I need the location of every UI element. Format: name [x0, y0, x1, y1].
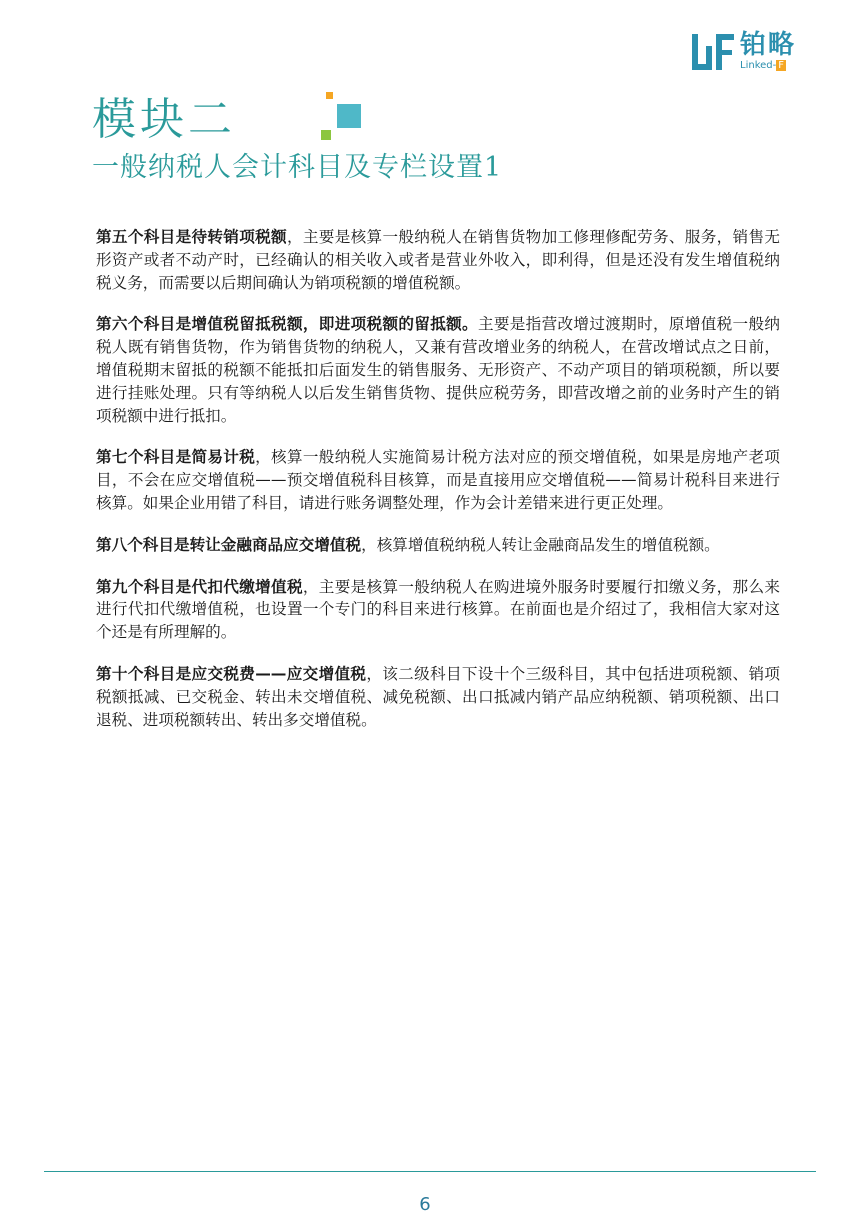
paragraph-subject-9: 第九个科目是代扣代缴增值税，主要是核算一般纳税人在购进境外服务时要履行扣缴义务，那么来进行代扣代缴增值税，也设置一个专门的科目来进行核算。在前面也是介绍过了，我相信大家对这个还是有所理解的。	[96, 577, 780, 642]
paragraph-subject-5: 第五个科目是待转销项税额，主要是核算一般纳税人在销售货物加工修理修配劳务、服务，销售无形资产或者不动产时，已经确认的相关收入或者是营业外收入，即利得，但是还没有发生增值税纳税义务，而需要以后期间确认为销项税额的增值税额。	[96, 228, 780, 292]
footer-divider	[44, 1171, 816, 1172]
logo-english-name: Linked- F	[740, 60, 784, 71]
decor-square-orange	[326, 92, 333, 99]
page-number: 6	[419, 1194, 431, 1215]
decor-square-green	[321, 130, 331, 140]
section-subtitle: 一般纳税人会计科目及专栏设置1	[92, 152, 503, 183]
module-title: 模块二	[92, 94, 236, 145]
paragraph-subject-10: 第十个科目是应交税费——应交增值税，该二级科目下设十个三级科目，其中包括进项税额、销项税额抵减、已交税金、转出未交增值税、减免税额、出口抵减内销产品应纳税额、销项税额、出口退税、进项税额转出、转出多交增值税。	[96, 664, 780, 729]
decor-square-teal	[337, 104, 361, 128]
body-content	[96, 226, 780, 750]
paragraph-subject-6: 第六个科目是增值税留抵税额，即进项税额的留抵额。主要是指营改增过渡期时，原增值税一般纳税人既有销售货物，作为销售货物的纳税人，又兼有营改增业务的纳税人，在营改增试点之日前，增值税期末留抵的税额不能抵扣后面发生的销售服务、无形资产、不动产项目的销项税额，所以要进行挂账处理。只有等纳税人以后发生销售货物、提供应税劳务，即营改增之前的业务时产生的销项税额中进行抵扣。	[96, 315, 780, 425]
brand-logo	[692, 30, 812, 76]
logo-chinese-name: 铂略	[740, 30, 797, 60]
paragraph-subject-7: 第七个科目是简易计税，核算一般纳税人实施简易计税方法对应的预交增值税，如果是房地产老项目，不会在应交增值税——预交增值税科目核算，而是直接用应交增值税——简易计税科目来进行核算。如果企业用错了科目，请进行账务调整处理，作为会计差错来进行更正处理。	[96, 448, 780, 512]
linked-f-logo-icon	[692, 32, 734, 72]
paragraph-subject-8: 第八个科目是转让金融商品应交增值税，核算增值税纳税人转让金融商品发生的增值税额。	[96, 535, 720, 554]
